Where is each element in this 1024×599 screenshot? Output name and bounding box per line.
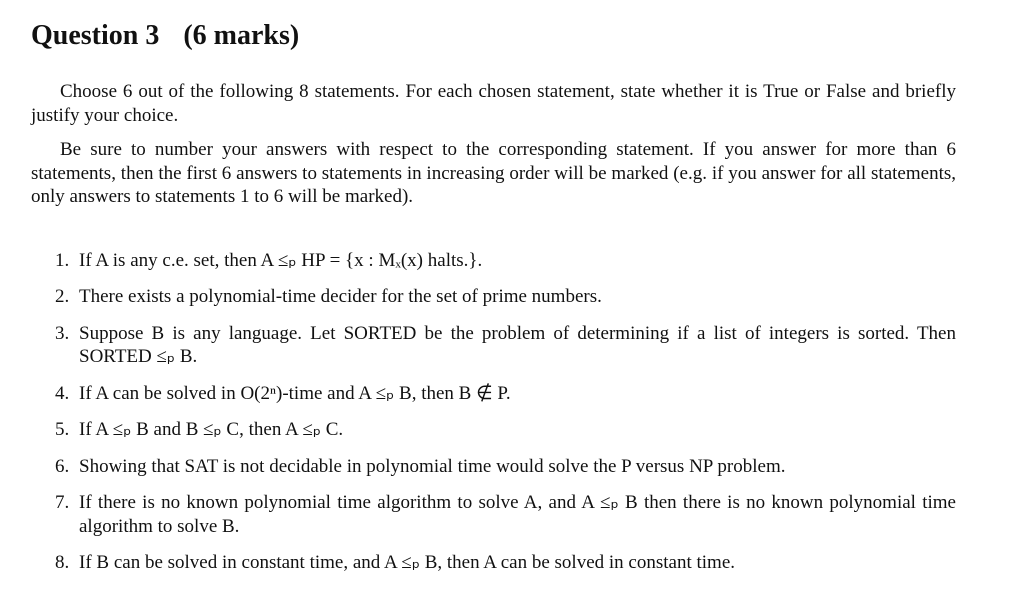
statement-text: If there is no known polynomial time algorithm to solve A, and A ≤ₚ B then there is no known polynomial time algorithm to solve B. bbox=[79, 492, 956, 537]
question-page bbox=[31, 18, 956, 588]
statement-item-2 bbox=[31, 285, 956, 309]
question-marks: (6 marks) bbox=[183, 20, 300, 51]
question-title: Question 3 bbox=[31, 20, 160, 51]
statement-item-3 bbox=[31, 322, 956, 369]
statement-number: 6. bbox=[55, 455, 70, 477]
statement-number: 3. bbox=[55, 322, 70, 344]
instruction-paragraph-1: Choose 6 out of the following 8 statements. For each chosen statement, state whether it is True or False and briefly justify your choice. bbox=[31, 81, 956, 126]
statement-text: Suppose B is any language. Let SORTED be the problem of determining if a list of integers is sorted. Then SORTED ≤ₚ B. bbox=[79, 322, 956, 367]
statement-text: If B can be solved in constant time, and A ≤ₚ B, then A can be solved in constant time. bbox=[79, 552, 736, 573]
question-heading bbox=[31, 18, 956, 54]
statement-number: 4. bbox=[55, 382, 70, 404]
statement-item-5 bbox=[31, 418, 956, 442]
statement-text: Showing that SAT is not decidable in polynomial time would solve the P versus NP problem. bbox=[79, 455, 786, 477]
statement-number: 2. bbox=[55, 286, 70, 307]
statement-text: There exists a polynomial-time decider for the set of prime numbers. bbox=[79, 286, 602, 307]
statement-number: 8. bbox=[55, 552, 70, 573]
statement-item-4 bbox=[31, 382, 956, 406]
statement-item-8 bbox=[31, 551, 956, 575]
statement-item-1 bbox=[31, 249, 956, 273]
statement-number: 5. bbox=[55, 419, 70, 440]
statement-text: If A can be solved in O(2ⁿ)-time and A ≤ₚ B, then B ∉ P. bbox=[79, 382, 511, 404]
statement-list bbox=[31, 249, 956, 575]
instruction-paragraph-2: Be sure to number your answers with respect to the corresponding statement. If you answer for more than 6 statements, then the first 6 answers to statements in increasing order will be marked (e.g. if you answer for all statements, only answers to statements 1 to 6 will be marked). bbox=[31, 139, 956, 207]
statement-number: 7. bbox=[55, 492, 70, 513]
statement-text: If A ≤ₚ B and B ≤ₚ C, then A ≤ₚ C. bbox=[79, 419, 344, 440]
statement-item-6 bbox=[31, 455, 956, 479]
statement-text: If A is any c.e. set, then A ≤ₚ HP = {x : Mₓ(x) halts.}. bbox=[79, 249, 483, 271]
statement-item-7 bbox=[31, 491, 956, 538]
statement-number: 1. bbox=[55, 249, 70, 271]
